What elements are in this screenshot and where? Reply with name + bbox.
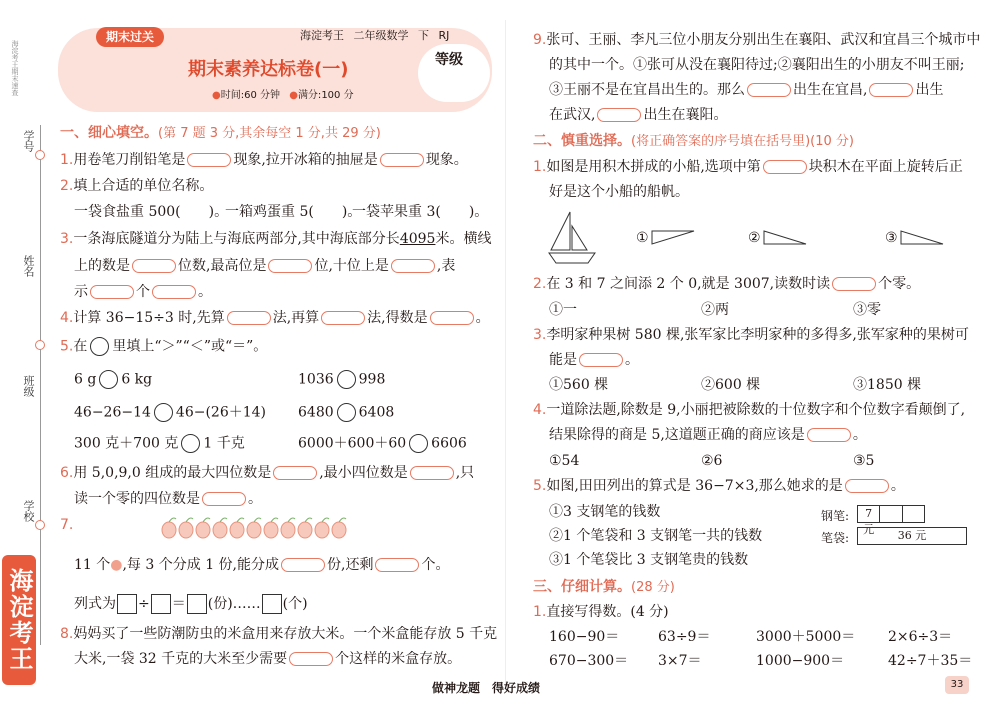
q5-number: 5. [60,338,74,355]
check-icon: ● [289,90,298,101]
compare-circle[interactable] [337,403,356,422]
score-value: 100 分 [321,90,354,101]
q6-text-b: ,最小四位数是 [319,465,408,481]
r2-text-a: 在 3 和 7 之间添 2 个 0,就是 3007,读数时读 [546,276,831,292]
r3-option-3[interactable]: ③1850 棵 [853,377,922,393]
r5-option-1[interactable]: ①3 支钢笔的钱数 [549,504,661,520]
binding-hole [35,340,45,350]
answer-blank[interactable] [832,277,876,291]
answer-blank[interactable] [281,558,325,572]
q7-text-e: 列式为 [74,596,116,612]
q3-text-e: 位,十位上是 [314,258,389,274]
compare-right: 46−(26＋14) [175,404,267,421]
r3-text-a: 李明家种果树 580 棵,张军家比李明家种的多得多,张军家种的果树可 [546,327,969,343]
peach-icon [264,522,278,538]
q2-text: 填上合适的单位名称。 [73,178,214,194]
answer-blank[interactable] [90,285,134,299]
answer-blank[interactable] [410,466,454,480]
calc-item[interactable]: 3000＋5000＝ [756,629,856,645]
peach-icon [196,522,210,538]
q2-item-b: 一箱鸡蛋重 5( )。 [225,204,362,220]
peach-icon [332,522,346,538]
peach-icon [230,522,244,538]
q1-text-b: 现象,拉开冰箱的抽屉是 [233,152,378,168]
answer-blank[interactable] [763,160,807,174]
q6-text-c: ,只 [455,465,475,481]
option-3-label: ③ [885,230,898,246]
r5-text-b: 。 [890,478,905,494]
r5-option-3[interactable]: ③1 个笔袋比 3 支钢笔贵的钱数 [549,552,749,568]
peach-leaf [305,518,312,522]
page-number: 33 [945,676,969,694]
student-name-label: 姓名 [22,255,35,277]
option-1-shape[interactable] [651,230,696,246]
r4-text-b: 结果除得的商是 5,这道题正确的商应该是 [549,427,805,443]
binding-hole [35,150,45,160]
peach-leaf [254,518,261,522]
answer-blank[interactable] [187,153,231,167]
q7-text-g: ＝ [171,596,186,612]
q3-text-h: 个 [136,284,150,300]
answer-blank[interactable] [227,311,271,325]
bag-bar: 36 元 [857,527,967,545]
q7-text-d: 个。 [421,557,450,573]
binding-line [40,125,41,645]
calc-item[interactable]: 2×6÷3＝ [888,629,953,645]
answer-box[interactable] [151,594,171,614]
q5-text-a: 在 [73,338,88,355]
q7-text-a: 11 个 [74,557,111,573]
q6-text-d: 读一个零的四位数是 [74,491,200,507]
r2-number: 2. [533,276,547,292]
r5-text-a: 如图,田田列出的算式是 36−7×3,那么她求的是 [546,478,843,494]
clock-icon: ● [212,90,221,101]
calc-item[interactable]: 42÷7＋35＝ [888,653,973,669]
q3-underlined-number: 4095 [399,231,436,247]
compare-left: 6480 [298,404,334,421]
r4-number: 4. [533,402,547,418]
q9-text-c: ③王丽不是在宜昌出生的。那么 [549,82,745,98]
compare-right: 6408 [358,404,395,421]
pen-segment [903,506,924,522]
q9-text-a: 张可、王丽、李凡三位小朋友分别出生在襄阳、武汉和宜昌三个城市中 [546,32,981,48]
q3-text-a: 一条海底隧道分为陆上与海底两部分,其中海底部分长 [73,231,400,247]
q9-text-e: 出生 [915,82,944,98]
peach-leaf [237,518,244,522]
q7-text-c: 份,还剩 [327,557,374,573]
r2-option-3[interactable]: ③零 [853,302,881,318]
peach-row [160,515,360,541]
q8-text-c: 个这样的米盒存放。 [335,651,462,667]
pen-value: 7 元 [858,506,880,522]
q9-text-b: 的其中一个。①张可从没在襄阳待过;②襄阳出生的小朋友不叫王丽; [549,57,965,73]
pen-segment [880,506,902,522]
answer-blank[interactable] [152,285,196,299]
r4-text-a: 一道除法题,除数是 9,小丽把被除数的十位数字和个位数字看颠倒了, [546,402,966,418]
pen-label: 钢笔: [821,509,850,523]
q6-text-a: 用 5,0,9,0 组成的最大四位数是 [73,465,272,481]
grade-subject: 二年级数学 [353,29,409,42]
peach-leaf [322,518,329,522]
compare-right: 6 kg [121,371,153,388]
q2-item-c: 一袋苹果重 3( )。 [352,204,489,220]
q3-text-g: 示 [74,284,88,300]
boat-figure [545,208,600,268]
q5-text-b: 里填上“＞”“＜”或“＝”。 [112,338,268,355]
q9-number: 9. [533,32,547,48]
bag-label: 笔袋: [821,531,850,545]
peach-leaf [169,518,176,522]
peach-icon [162,522,176,538]
r4-option-1[interactable]: ①54 [549,453,580,469]
q2-item-a: 一袋食盐重 500( )。 [74,204,229,220]
r2-option-2[interactable]: ②两 [701,302,729,318]
q4-text-a: 计算 36−15÷3 时,先算 [73,310,225,326]
brand-logo: 海淀考王 [2,555,36,685]
calc-item[interactable]: 160−90＝ [549,629,620,645]
q3-text-c: 上的数是 [74,258,130,274]
compare-left: 300 克＋700 克 [74,435,179,452]
answer-blank[interactable] [430,311,474,325]
q2-number: 2. [60,178,74,194]
compare-circle[interactable] [154,403,173,422]
r1-text-c: 好是这个小船的船帆。 [549,184,689,200]
compare-left: 1036 [298,371,334,388]
r4-option-3[interactable]: ③5 [853,453,875,469]
time-value: 60 分钟 [244,90,281,101]
peach-icon [281,522,295,538]
answer-blank[interactable] [289,652,333,666]
compare-circle[interactable] [409,434,428,453]
q1-text-a: 用卷笔刀削铅笔是 [73,152,186,168]
q8-text-a: 妈妈买了一些防潮防虫的米盒用来存放大米。一个米盒能存放 5 千克 [73,626,498,642]
answer-blank[interactable] [807,428,851,442]
q4-text-b: 法,再算 [272,310,320,326]
compare-circle[interactable] [337,370,356,389]
peach-icon [315,522,329,538]
answer-blank[interactable] [380,153,424,167]
answer-blank[interactable] [268,259,312,273]
grade-box-label: 等级 [435,52,463,68]
section-3-note: (28 分) [631,580,675,595]
q9-text-d: 出生在宜昌, [793,82,868,98]
q9-text-f: 在武汉, [549,107,596,123]
q9-text-g: 出生在襄阳。 [643,107,728,123]
q7-text-i: (个) [282,596,308,612]
r5-option-2[interactable]: ②1 个笔袋和 3 支钢笔一共的钱数 [549,528,763,544]
footer-slogan-1: 做神龙题 [432,681,481,695]
peach-leaf [271,518,278,522]
compare-right: 1 千克 [203,435,245,452]
compare-left: 6 g [74,371,97,388]
compare-left: 46−26−14 [74,404,151,421]
s1-number: 1. [533,604,547,620]
q1-number: 1. [60,152,74,168]
answer-blank[interactable] [132,259,176,273]
r3-option-2[interactable]: ②600 棵 [701,377,761,393]
section-2-note: (将正确答案的序号填在括号里)(10 分) [631,134,854,149]
answer-blank[interactable] [321,311,365,325]
s1-text: 直接写得数。(4 分) [546,604,669,620]
answer-blank[interactable] [869,83,913,97]
compare-left: 6000＋600＋60 [298,435,407,452]
q8-text-b: 大米,一袋 32 千克的大米至少需要 [74,651,288,667]
q3-number: 3. [60,231,74,247]
edition: RJ [438,29,450,42]
q6-number: 6. [60,465,74,481]
compare-circle[interactable] [181,434,200,453]
peach-leaf [203,518,210,522]
calc-item[interactable]: 3×7＝ [658,653,702,669]
q4-number: 4. [60,310,74,326]
series-name: 海淀考王 [300,29,344,42]
time-label: 时间: [220,90,245,101]
r4-option-2[interactable]: ②6 [701,453,723,469]
vertical-note: 海淀考王期末速查 [11,40,19,96]
r2-option-1[interactable]: ①一 [549,302,577,318]
peach-icon [179,522,193,538]
section-1-note: (第 7 题 3 分,其余每空 1 分,共 29 分) [158,126,381,141]
q7-text-h: (份)…… [207,596,261,612]
r3-text-c: 。 [625,352,639,368]
badge: 期末过关 [96,27,164,47]
q3-text-b: 米。横线 [435,231,492,247]
calc-item[interactable]: 63÷9＝ [658,629,711,645]
q3-text-i: 。 [198,284,212,300]
peach-icon [298,522,312,538]
q8-number: 8. [60,626,74,642]
calc-item[interactable]: 1000−900＝ [756,653,845,669]
r3-text-b: 能是 [549,352,577,368]
peach-icon [213,522,227,538]
compare-right: 6606 [431,435,467,452]
section-1-title: 一、细心填空。 [60,125,158,141]
peach-leaf [339,518,346,522]
option-3-shape[interactable] [900,230,945,246]
answer-blank[interactable] [579,353,623,367]
r1-number: 1. [533,159,547,175]
score-label: 满分: [297,90,322,101]
section-3-title: 三、仔细计算。 [533,579,631,595]
answer-blank[interactable] [597,108,641,122]
r2-text-b: 个零。 [878,276,921,292]
option-2-label: ② [748,230,761,246]
answer-box[interactable] [117,594,137,614]
r1-text-a: 如图是用积木拼成的小船,选项中第 [546,159,761,175]
q3-text-f: ,表 [436,258,456,274]
student-number-label: 学号 [22,130,35,152]
calc-item[interactable]: 670−300＝ [549,653,629,669]
answer-box[interactable] [187,594,207,614]
answer-blank[interactable] [747,83,791,97]
page-title: 期末素养达标卷(一) [188,59,349,80]
r3-number: 3. [533,327,547,343]
footer-slogan-2: 得好成绩 [492,681,541,695]
r4-text-c: 。 [852,427,867,443]
compare-circle[interactable] [90,337,109,356]
compare-circle[interactable] [99,370,118,389]
binding-hole [35,520,45,530]
answer-blank[interactable] [845,479,889,493]
class-label: 班级 [22,375,35,397]
answer-blank[interactable] [391,259,435,273]
page-divider [505,20,506,690]
option-2-shape[interactable] [763,230,808,246]
q4-text-d: 。 [475,310,490,326]
school-label: 学校 [22,500,35,522]
r1-text-b: 块积木在平面上旋转后正 [808,159,963,175]
q7-text-f: ÷ [138,596,150,612]
answer-blank[interactable] [375,558,419,572]
q4-text-c: 法,得数是 [367,310,428,326]
answer-blank[interactable] [273,466,317,480]
q7-text-b: ,每 3 个分成 1 份,能分成 [122,557,279,573]
answer-blank[interactable] [202,492,246,506]
term: 下 [418,29,429,42]
peach-icon [247,522,261,538]
r3-option-1[interactable]: ①560 棵 [549,377,609,393]
peach-leaf [186,518,193,522]
q6-text-e: 。 [248,491,262,507]
q7-number: 7. [60,517,74,533]
r5-number: 5. [533,478,547,494]
peach-icon: ● [110,557,123,573]
section-2-title: 二、慎重选择。 [533,133,631,149]
answer-box[interactable] [262,594,282,614]
option-1-label: ① [636,230,649,246]
peach-leaf [220,518,227,522]
peach-leaf [288,518,295,522]
q3-text-d: 位数,最高位是 [178,258,267,274]
compare-right: 998 [358,371,386,388]
q1-text-c: 现象。 [425,152,468,168]
